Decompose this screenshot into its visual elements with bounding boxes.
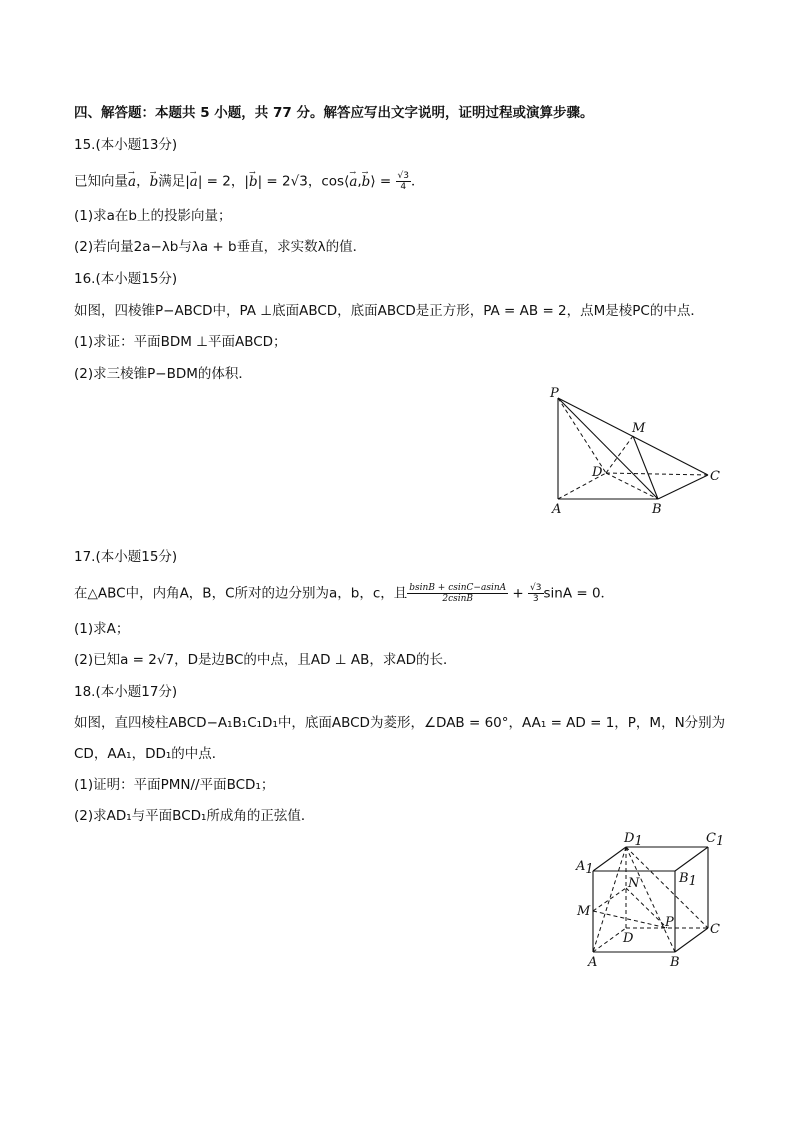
section-heading: 四、解答题：本题共 5 小题，共 77 分。解答应写出文字说明，证明过程或演算步骤。: [74, 105, 594, 121]
label-P: P: [550, 386, 559, 401]
q17-header: 17.(本小题15分): [74, 549, 178, 565]
q17-stem: 在△ABC中，内角A，B，C所对的边分别为a，b，c，且 $\frac{bsinB + csinC-asinA}{2csinB}$ + $\frac{√3}{3}$ sinA = 0．: [74, 583, 615, 604]
q16-part1: (1)求证：平面BDM ⊥平面ABCD；: [74, 334, 287, 350]
edge-B1C1: [675, 847, 708, 871]
edge-AD1: [593, 847, 626, 952]
edge-DC: [606, 473, 708, 475]
label-C: C: [710, 469, 720, 484]
label-D: D: [623, 931, 634, 946]
edge-DB: [606, 473, 658, 499]
label-B1: B1: [679, 871, 697, 889]
q16-stem: 如图，四棱锥P−ABCD中，PA ⊥底面ABCD，底面ABCD是正方形，PA = AB = 2，点M是棱PC的中点．: [74, 303, 704, 319]
edge-MP: [593, 911, 667, 928]
q18-stem-line1: 如图，直四棱柱ABCD−A₁B₁C₁D₁中，底面ABCD为菱形，∠DAB = 60°，AA₁ = AD = 1，P，M，N分别为: [74, 715, 726, 731]
label-B: B: [670, 955, 680, 970]
edge-DM: [606, 436, 633, 473]
q15-header: 15.(本小题13分): [74, 137, 178, 153]
label-B: B: [652, 502, 662, 517]
q18-header: 18.(本小题17分): [74, 684, 178, 700]
edge-MB: [633, 436, 658, 499]
edge-A1D1: [593, 847, 626, 871]
edge-NP: [626, 888, 667, 928]
edge-BC: [658, 475, 708, 499]
q15-stem: 已知向量→ a，→ b满足|→ a| = 2，|→ b| = 2√3，cos⟨→ a,→ b⟩ = $\frac{√3}{4}$ ．: [74, 171, 424, 192]
label-M: M: [632, 421, 646, 436]
q15-fraction: $\frac{√3}{4}$: [397, 171, 409, 192]
pyramid-figure: [540, 382, 730, 518]
q18-stem-line2: CD，AA₁，DD₁的中点．: [74, 746, 226, 762]
q17-fraction-1: $\frac{bsinB + csinC-asinA}{2csinB}$: [409, 583, 507, 604]
q16-header: 16.(本小题15分): [74, 271, 178, 287]
q16-part2: (2)求三棱锥P−BDM的体积．: [74, 366, 252, 382]
q15-part2: (2)若向量2a−λb与λa + b垂直，求实数λ的值．: [74, 239, 367, 255]
label-N: N: [628, 876, 640, 891]
label-A1: A1: [576, 859, 594, 877]
label-D: D: [592, 465, 603, 480]
q15-part1: (1)求a在b上的投影向量；: [74, 208, 232, 224]
edge-PD: [558, 398, 606, 473]
label-C1: C1: [706, 831, 725, 849]
label-P: P: [665, 915, 674, 930]
q17-part2: (2)已知a = 2√7，D是边BC的中点，且AD ⊥ AB，求AD的长．: [74, 652, 457, 668]
label-C: C: [710, 922, 720, 937]
label-A: A: [552, 502, 562, 517]
prism-figure: [568, 826, 728, 970]
edge-BC: [675, 928, 708, 952]
label-A: A: [588, 955, 598, 970]
q18-part1: (1)证明：平面PMN//平面BCD₁；: [74, 777, 275, 793]
edge-AD: [593, 928, 626, 952]
q18-part2: (2)求AD₁与平面BCD₁所成角的正弦值．: [74, 808, 315, 824]
q17-part1: (1)求A；: [74, 621, 130, 637]
label-M: M: [577, 904, 591, 919]
q17-fraction-2: $\frac{√3}{3}$: [530, 583, 542, 604]
edge-PB: [558, 398, 658, 499]
edge-MN: [593, 888, 626, 911]
label-D1: D1: [624, 831, 643, 849]
